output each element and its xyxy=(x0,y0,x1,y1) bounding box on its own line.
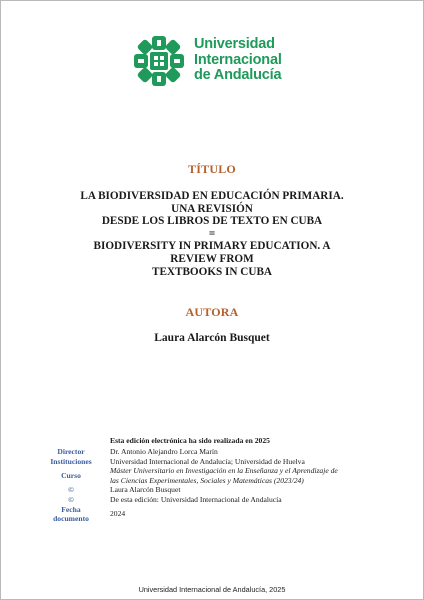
thesis-title xyxy=(70,190,354,278)
label-director: Director xyxy=(57,447,85,456)
title-en-line1: BIODIVERSITY IN PRIMARY EDUCATION. A REVIEW FROM xyxy=(93,240,331,265)
label-instituciones: Instituciones xyxy=(50,456,92,466)
label-curso: Curso xyxy=(61,470,81,480)
label-documento: documento xyxy=(53,514,89,524)
page-footer: Universidad Internacional de Andalucía, 2025 xyxy=(138,585,286,594)
value-copyright-edition: De esta edición: Universidad Internacional de Andalucía xyxy=(110,494,282,504)
author-heading: AUTORA xyxy=(185,305,239,319)
edition-note: Esta edición electrónica ha sido realizada en 2025 xyxy=(110,436,270,445)
value-director: Dr. Antonio Alejandro Lorca Marín xyxy=(110,447,218,456)
university-name-line2: Internacional xyxy=(194,51,282,68)
title-en-line2: TEXTBOOKS IN CUBA xyxy=(152,265,272,278)
value-instituciones: Universidad Internacional de Andalucía; Universidad de Huelva xyxy=(110,456,305,466)
label-copyright-author: © xyxy=(68,485,74,495)
metadata-labels xyxy=(40,447,102,524)
title-es-line1: LA BIODIVERSIDAD EN EDUCACIÓN PRIMARIA. UNA REVISIÓN xyxy=(80,190,344,215)
author-name: Laura Alarcón Busquet xyxy=(154,332,270,344)
metadata-values xyxy=(110,447,390,519)
value-curso-line2: las Ciencias Experimentales, Sociales y Matemáticas (2023/24) xyxy=(110,475,304,485)
label-copyright-edition: © xyxy=(68,494,74,504)
university-name-line1: Universidad xyxy=(194,36,275,52)
uia-star-logo-icon xyxy=(132,34,186,88)
value-curso-line1: Máster Universitario en Investigación en la Enseñanza y el Aprendizaje de xyxy=(110,466,338,476)
title-es-line2: DESDE LOS LIBROS DE TEXTO EN CUBA xyxy=(101,215,323,228)
university-name-line3: de Andalucía xyxy=(194,67,282,83)
label-fecha: Fecha xyxy=(61,504,81,514)
university-logo xyxy=(132,34,312,86)
value-fecha: 2024 xyxy=(110,509,126,519)
title-heading: TÍTULO xyxy=(188,162,236,176)
university-name xyxy=(194,37,282,84)
title-separator: = xyxy=(208,227,216,240)
value-copyright-author: Laura Alarcón Busquet xyxy=(110,485,181,495)
